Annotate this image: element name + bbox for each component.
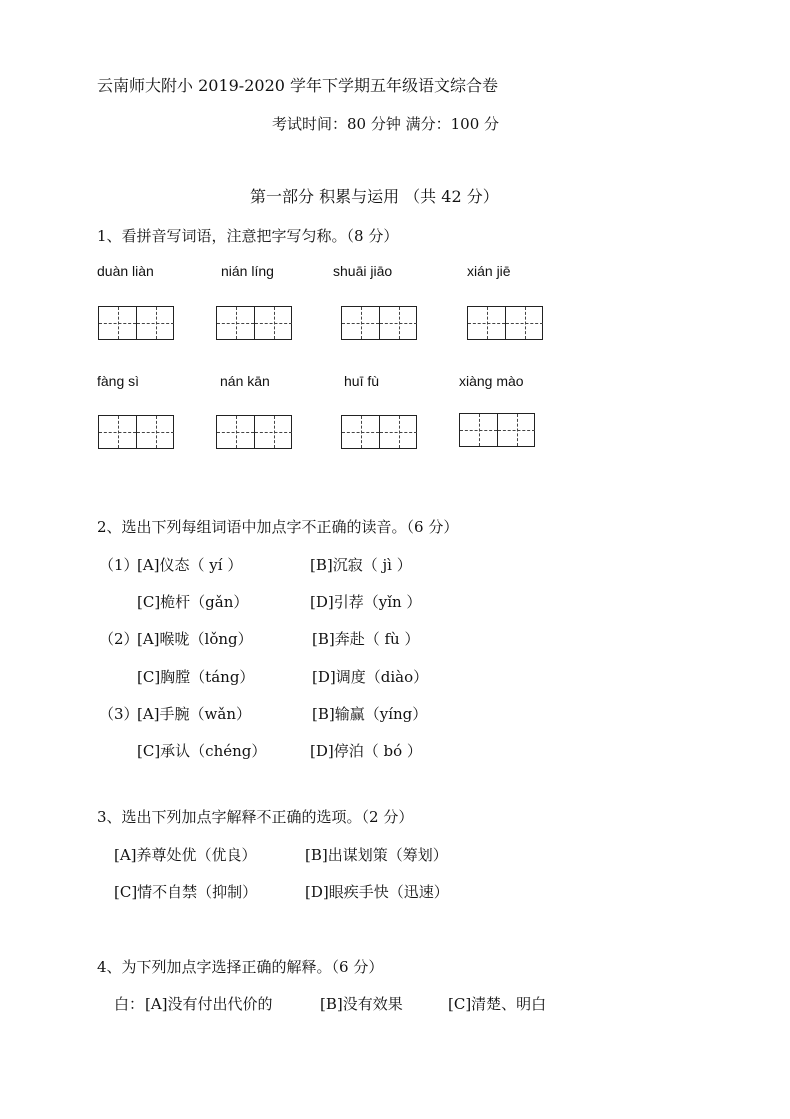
part1-heading: 第一部分 积累与运用 （共 42 分） bbox=[250, 187, 499, 206]
q2-group-2-option-b: [B]奔赴（ fù ） bbox=[312, 630, 420, 648]
q2-group-1-option-d: [D]引荐（yǐn ） bbox=[310, 593, 422, 611]
q4-option-a: [A]没有付出代价的 bbox=[145, 995, 273, 1013]
q2-group-2-number: （2） bbox=[99, 630, 139, 648]
q1-pinyin-3: shuāi jiāo bbox=[333, 263, 393, 279]
q3-option-d: [D]眼疾手快（迅速） bbox=[305, 883, 449, 901]
q3-stem: 3、选出下列加点字解释不正确的选项。（2 分） bbox=[97, 808, 414, 826]
q2-stem: 2、选出下列每组词语中加点字不正确的读音。（6 分） bbox=[97, 518, 459, 536]
q1-writing-box-8[interactable] bbox=[459, 413, 535, 447]
q1-pinyin-8: xiàng mào bbox=[459, 373, 524, 389]
q1-pinyin-7: huī fù bbox=[344, 373, 380, 389]
q1-stem: 1、看拼音写词语，注意把字写匀称。（8 分） bbox=[97, 227, 399, 245]
q1-writing-box-5[interactable] bbox=[98, 415, 174, 449]
q2-group-2-option-a: [A]喉咙（lǒng） bbox=[137, 630, 253, 648]
q4-option-c: [C]清楚、明白 bbox=[448, 995, 547, 1013]
q1-writing-box-1[interactable] bbox=[98, 306, 174, 340]
q2-group-2-option-d: [D]调度（diào） bbox=[312, 668, 429, 686]
q1-pinyin-1: duàn liàn bbox=[97, 263, 154, 279]
q1-pinyin-4: xián jiē bbox=[467, 263, 511, 279]
q2-group-3-option-b: [B]输赢（yíng） bbox=[312, 705, 428, 723]
q4-option-b: [B]没有效果 bbox=[320, 995, 403, 1013]
q2-group-1-number: （1） bbox=[99, 556, 139, 574]
q1-pinyin-6: nán kān bbox=[220, 373, 270, 389]
q1-writing-box-2[interactable] bbox=[216, 306, 292, 340]
exam-title: 云南师大附小 2019-2020 学年下学期五年级语文综合卷 bbox=[97, 76, 499, 95]
q2-group-1-option-c: [C]桅杆（gǎn） bbox=[137, 593, 249, 611]
q2-group-1-option-a: [A]仪态（ yí ） bbox=[137, 556, 243, 574]
q2-group-2-option-c: [C]胸膛（táng） bbox=[137, 668, 255, 686]
q1-writing-box-6[interactable] bbox=[216, 415, 292, 449]
q4-stem: 4、为下列加点字选择正确的解释。（6 分） bbox=[97, 958, 384, 976]
exam-info: 考试时间：80 分钟 满分：100 分 bbox=[272, 115, 500, 133]
q2-group-3-number: （3） bbox=[99, 705, 139, 723]
q4-item-label: 白： bbox=[114, 995, 145, 1013]
q2-group-3-option-d: [D]停泊（ bó ） bbox=[310, 742, 422, 760]
q1-writing-box-4[interactable] bbox=[467, 306, 543, 340]
q3-option-a: [A]养尊处优（优良） bbox=[114, 846, 257, 864]
q1-pinyin-5: fàng sì bbox=[97, 373, 140, 389]
q3-option-c: [C]情不自禁（抑制） bbox=[114, 883, 258, 901]
q2-group-3-option-c: [C]承认（chéng） bbox=[137, 742, 267, 760]
q2-group-1-option-b: [B]沉寂（ jì ） bbox=[310, 556, 412, 574]
q1-writing-box-3[interactable] bbox=[341, 306, 417, 340]
q1-writing-box-7[interactable] bbox=[341, 415, 417, 449]
q1-pinyin-2: nián líng bbox=[221, 263, 274, 279]
q3-option-b: [B]出谋划策（筹划） bbox=[305, 846, 448, 864]
q2-group-3-option-a: [A]手腕（wǎn） bbox=[137, 705, 251, 723]
